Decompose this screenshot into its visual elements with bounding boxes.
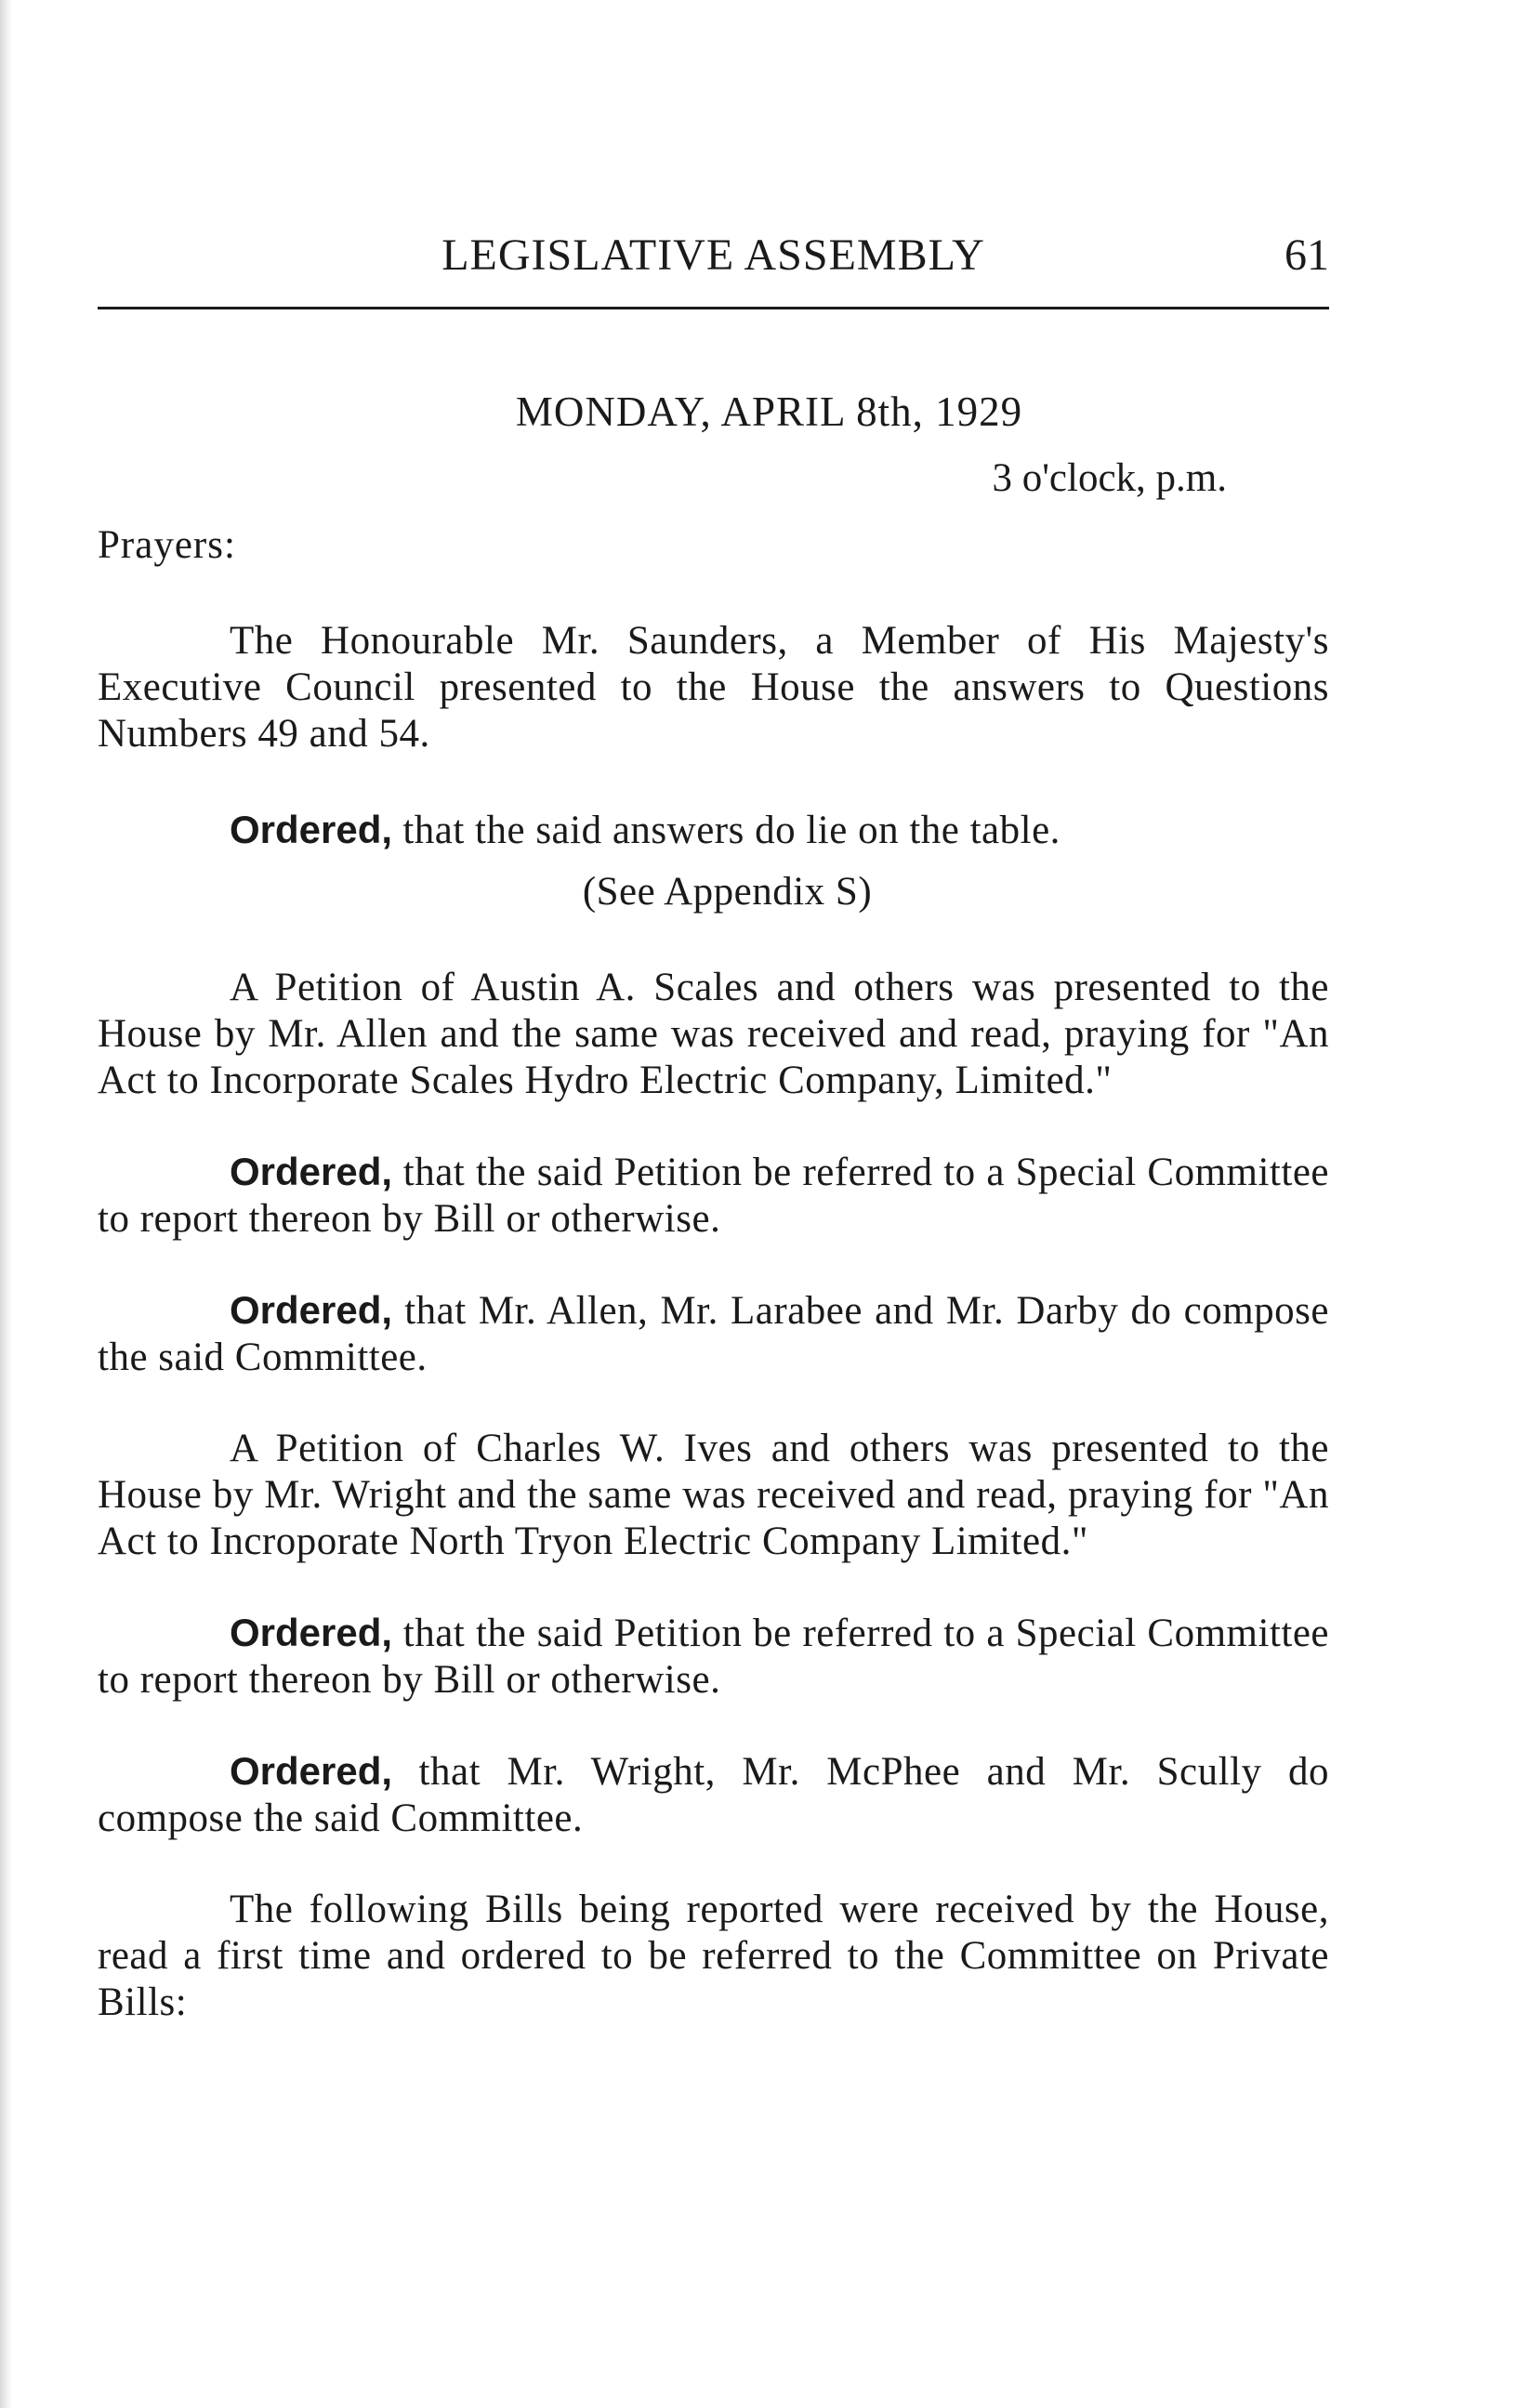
prayers-heading: Prayers: — [98, 523, 236, 567]
paragraph-bills-reported — [98, 1887, 1329, 2026]
running-head: LEGISLATIVE ASSEMBLY — [441, 230, 985, 280]
paragraph-text: that the said Petition be referred to a Special Committee to report thereon by Bill or otherwise. — [98, 1151, 1329, 1241]
paragraph-text: A Petition of Austin A. Scales and others was presented to the House by Mr. Allen and the same was received and read, praying for "An Act to Incorporate Scales Hydro Electric Company, Limited." — [98, 966, 1329, 1102]
paragraph-text: The Honourable Mr. Saunders, a Member of His Majesty's Executive Council presented to the House the answers to Questions Numbers 49 and 54. — [98, 619, 1329, 756]
paragraph-order-lie-on-table — [98, 807, 1329, 854]
page-number: 61 — [1284, 230, 1329, 280]
paragraph-order-refer-scales — [98, 1149, 1329, 1243]
paragraph-text: that Mr. Wright, Mr. McPhee and Mr. Scully do compose the said Committee. — [98, 1750, 1329, 1840]
paragraph-petition-scales — [98, 965, 1329, 1104]
header-rule — [98, 307, 1329, 309]
page-body — [98, 388, 1329, 2026]
ordered-lead: Ordered, — [230, 1611, 393, 1654]
paragraph-text: that the said answers do lie on the table. — [392, 809, 1060, 852]
ordered-lead: Ordered, — [230, 1749, 393, 1793]
page-edge-shadow — [0, 0, 13, 2408]
paragraph-answers-presented — [98, 618, 1329, 757]
paragraph-order-refer-ives — [98, 1610, 1329, 1704]
ordered-lead: Ordered, — [230, 1288, 393, 1332]
paragraph-text: that Mr. Allen, Mr. Larabee and Mr. Darby do compose the said Committee. — [98, 1289, 1329, 1379]
appendix-reference: (See Appendix S) — [582, 870, 873, 914]
paragraph-order-committee-wright — [98, 1748, 1329, 1842]
session-date: MONDAY, APRIL 8th, 1929 — [515, 388, 1023, 435]
paragraph-order-committee-allen — [98, 1287, 1329, 1381]
paragraph-text: A Petition of Charles W. Ives and others was presented to the House by Mr. Wright and the same was received and read, praying for "An Act to Incroporate North Tryon Electric Company Limited." — [98, 1427, 1329, 1563]
ordered-lead: Ordered, — [230, 1150, 393, 1193]
paragraph-petition-ives — [98, 1426, 1329, 1565]
paragraph-text: The following Bills being reported were received by the House, read a first time and ordered to be referred to the Committee on Private Bills: — [98, 1888, 1329, 2024]
paragraph-text: that the said Petition be referred to a Special Committee to report thereon by Bill or otherwise. — [98, 1612, 1329, 1702]
page-header — [98, 228, 1329, 302]
ordered-lead: Ordered, — [230, 808, 393, 851]
session-time: 3 o'clock, p.m. — [992, 456, 1227, 500]
